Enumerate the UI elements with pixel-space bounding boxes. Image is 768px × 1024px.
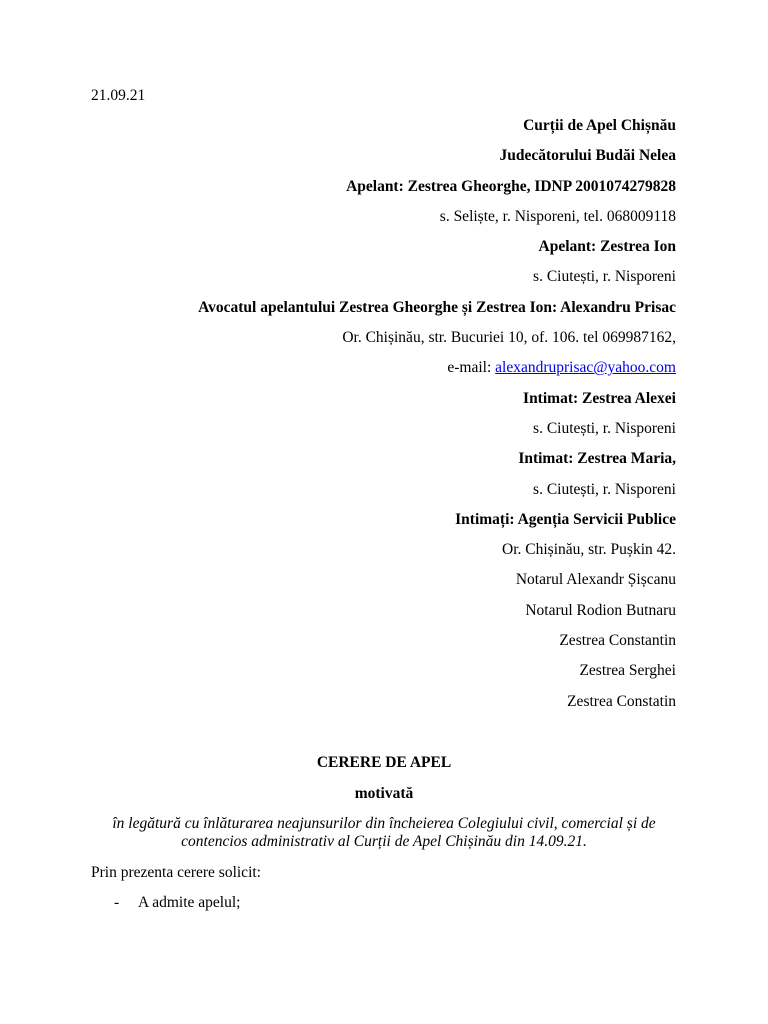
person-3: Zestrea Constatin	[567, 692, 676, 710]
person-2: Zestrea Serghei	[579, 662, 676, 680]
respondents-3: Intimați: Agenția Servicii Publice	[455, 510, 676, 528]
document-subject: în legătură cu înlăturarea neajunsurilor din încheierea Colegiului civil, comercial și de contencios administrativ al Curții de Apel Chișinău din 14.09.21.	[112, 815, 656, 850]
intro-text: Prin prezenta cerere solicit:	[91, 864, 261, 881]
lawyer-name: Avocatul apelantului Zestrea Gheorghe și Zestrea Ion: Alexandru Prisac	[198, 298, 676, 316]
request-text: A admite apelul;	[138, 894, 241, 911]
lawyer-email-line	[76, 358, 676, 388]
document-subtitle: motivată	[354, 785, 414, 802]
document-date: 21.09.21	[91, 87, 146, 104]
appellant-1: Apelant: Zestrea Gheorghe, IDNP 2001074279828	[346, 177, 676, 195]
list-bullet: -	[114, 894, 120, 911]
addressee-block	[76, 116, 676, 722]
respondent-1: Intimat: Zestrea Alexei	[523, 389, 676, 407]
list-item	[114, 893, 240, 913]
appellant-2: Apelant: Zestrea Ion	[538, 238, 676, 256]
document-title: CERERE DE APEL	[316, 754, 452, 771]
respondents-3-address: Or. Chișinău, str. Pușkin 42.	[502, 541, 676, 559]
person-1: Zestrea Constantin	[559, 632, 676, 650]
lawyer-address: Or. Chișinău, str. Bucuriei 10, of. 106. tel 069987162,	[342, 329, 676, 347]
appellant-1-address: s. Seliște, r. Nisporeni, tel. 068009118	[439, 207, 676, 225]
notary-1: Notarul Alexandr Șișcanu	[515, 571, 676, 589]
email-link[interactable]: alexandruprisac@yahoo.com	[495, 359, 676, 377]
respondent-1-address: s. Ciutești, r. Nisporeni	[533, 419, 676, 437]
respondent-2-address: s. Ciutești, r. Nisporeni	[533, 480, 676, 498]
email-label: e-mail:	[447, 359, 496, 377]
judge-name: Judecătorului Budăi Nelea	[499, 147, 676, 165]
appellant-2-address: s. Ciutești, r. Nisporeni	[533, 268, 676, 286]
respondent-2: Intimat: Zestrea Maria,	[518, 450, 676, 468]
notary-2: Notarul Rodion Butnaru	[525, 601, 676, 619]
court-name: Curții de Apel Chișnău	[523, 117, 676, 134]
